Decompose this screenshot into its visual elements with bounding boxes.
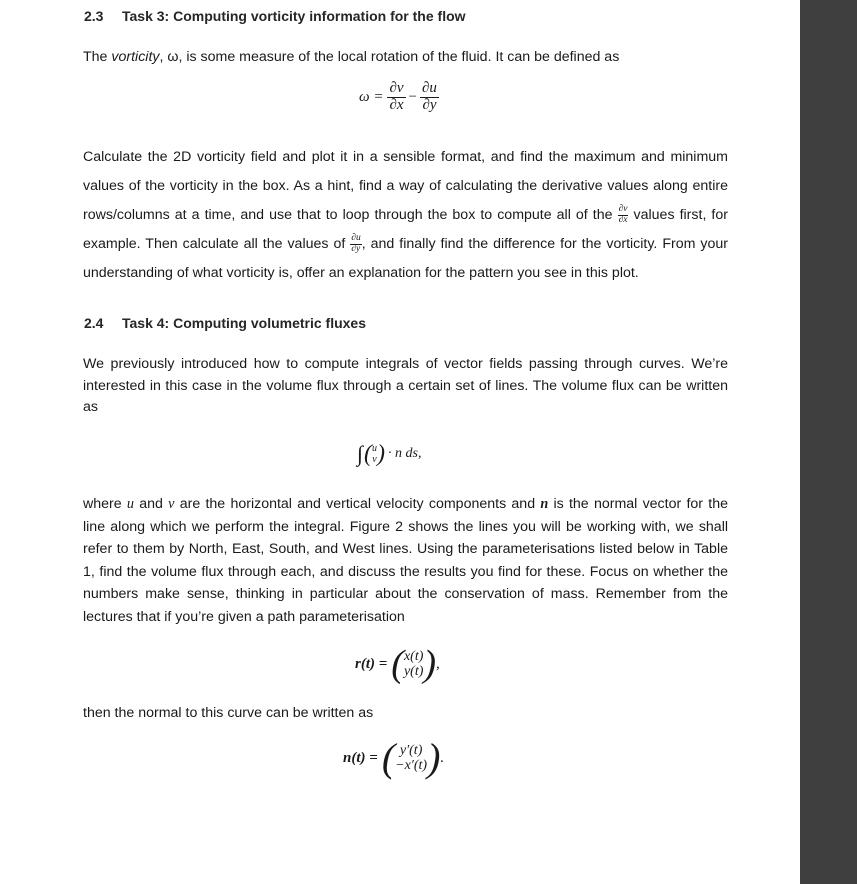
fraction-dv-dx: $\frac{\partial v}{\partial x}$	[389, 80, 404, 113]
inline-fraction-du-dy: $\frac{\partial u}{\partial y}$	[351, 232, 361, 254]
fraction-du-dy: $\frac{\partial u}{\partial y}$	[422, 80, 437, 113]
inline-fraction-dv-dx: $\frac{\partial v}{\partial x}$	[618, 203, 628, 225]
flux-integral-equation: ∫ ( u v ) · n ds,	[357, 441, 422, 467]
normal-vector-equation: n(t) = ( y′(t) −x′(t) ) .	[343, 735, 445, 780]
normal-vector: ( y′(t) −x′(t) )	[381, 735, 441, 780]
path-parameterisation-equation: r(t) = ( x(t) y(t) ) ,	[355, 643, 440, 685]
emphasis-vorticity: vorticity	[111, 49, 160, 65]
section-number: 2.4	[84, 315, 104, 331]
vorticity-equation: ω = $\frac{\partial v}{\partial x}$ − $\frac{\partial u}{\partial y}$	[359, 80, 437, 113]
section-heading-2-3	[84, 8, 466, 24]
section-title: Task 4: Computing volumetric fluxes	[122, 315, 367, 331]
position-vector: ( x(t) y(t) )	[391, 643, 437, 685]
viewer-background	[800, 0, 857, 884]
normal-intro-paragraph: then the normal to this curve can be written as	[83, 705, 374, 721]
vorticity-intro: The vorticity, ω, is some measure of the local rotation of the fluid. It can be defined as	[83, 49, 620, 65]
flux-intro-paragraph: We previously introduced how to compute integrals of vector fields passing through curves. We’re interested in this case in the volume flux through a certain set of lines. The volume flux can be written as	[83, 356, 728, 415]
velocity-vector: ( u v )	[364, 441, 386, 467]
section-title: Task 3: Computing vorticity information for the flow	[122, 8, 466, 24]
section-heading-2-4	[84, 315, 366, 331]
section-number: 2.3	[84, 8, 104, 24]
vorticity-task-paragraph: Calculate the 2D vorticity field and plot it in a sensible format, and find the maximum and minimum values of the vorticity in the box. As a hint, find a way of calculating the derivative values along entire rows/columns at a time, and use that to loop through the box to compute all of the $\frac{\partial v}{\partial x}$ values first, for example. Then calculate all the values of $\frac{\partial u}{\partial y}$ , and finally find the difference for the vorticity. From your understanding of what vorticity is, offer an explanation for the pattern you see in this plot.	[83, 149, 728, 281]
flux-description-paragraph: where u and v are the horizontal and vertical velocity components and n is the normal vector for the line along which we perform the integral. Figure 2 shows the lines you will be working with, we shall refer to them by North, East, South, and West lines. Using the parameterisations listed below in Table 1, find the volume flux through each, and discuss the results you find for these. Focus on whether the numbers make sense, thinking in particular about the conservation of mass. Remember from the lectures that if you’re given a path parameterisation	[83, 496, 728, 625]
integral-sign: ∫	[357, 441, 364, 466]
